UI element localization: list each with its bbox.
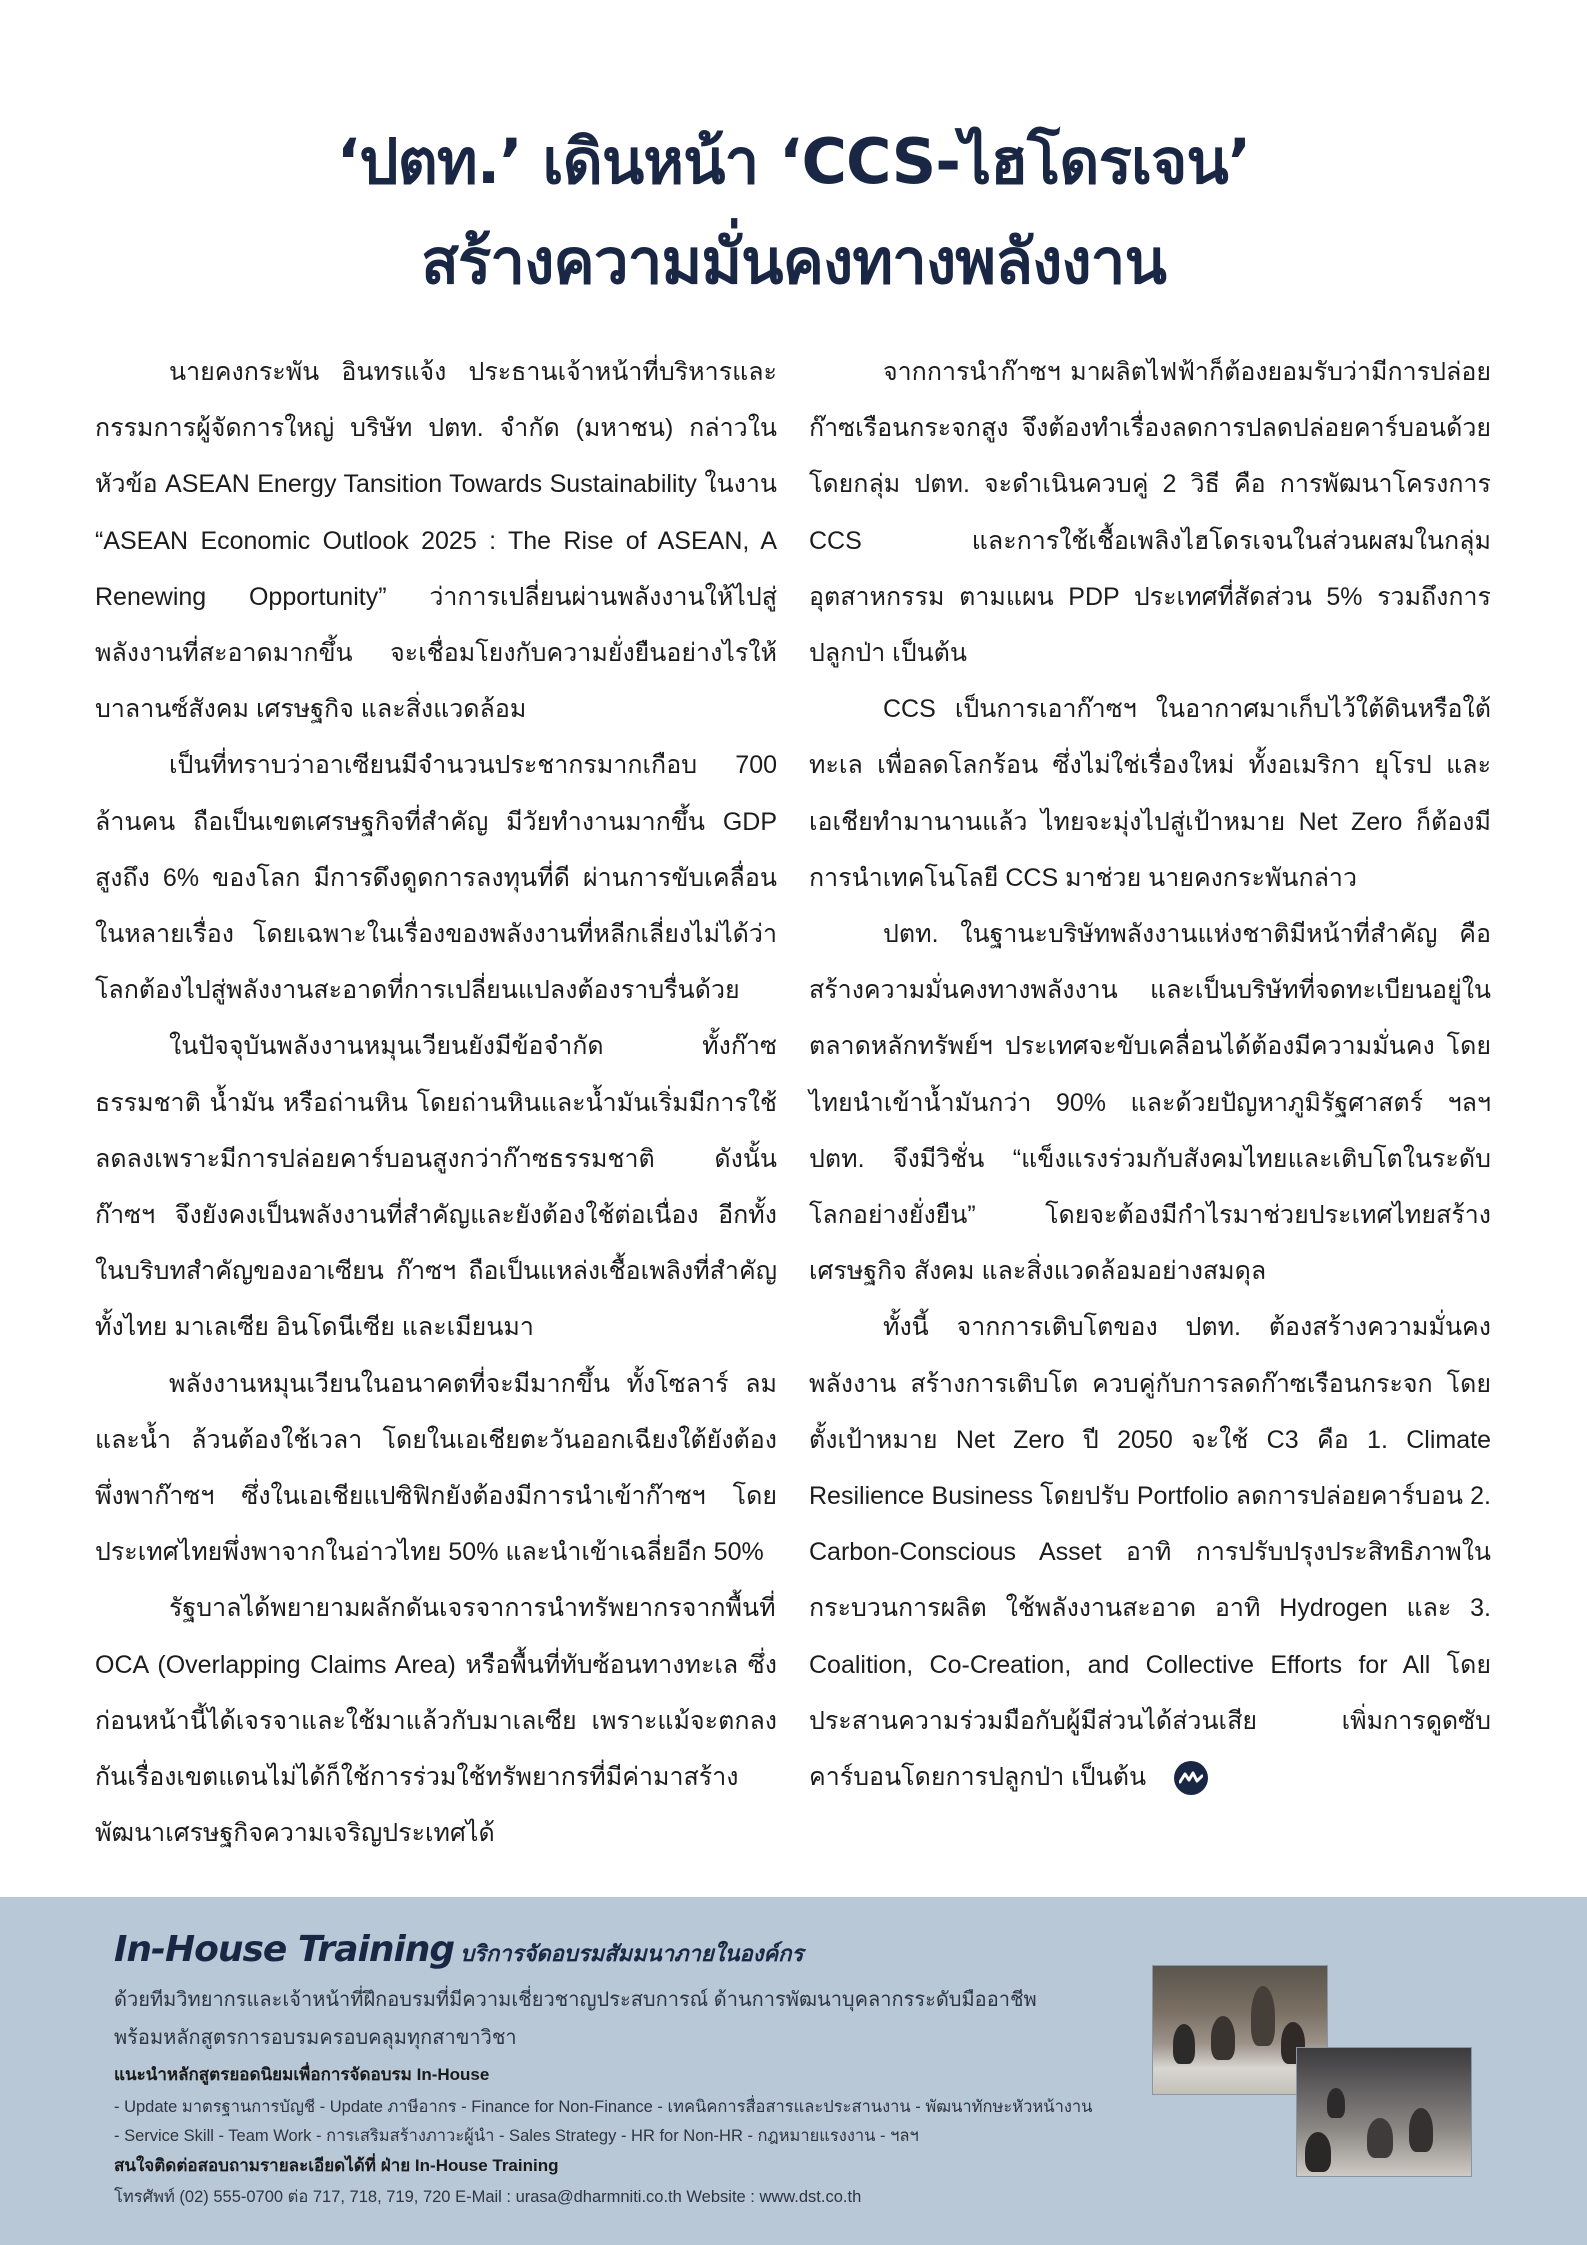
banner-courses-line-2: - Service Skill - Team Work - การเสริมสร้างภาวะผู้นำ - Sales Strategy - HR for Non-HR - กฎหมายแรงงาน - ฯลฯ (114, 2127, 919, 2145)
article-paragraph: จากการนำก๊าซฯ มาผลิตไฟฟ้าก็ต้องยอมรับว่ามีการปล่อยก๊าซเรือนกระจกสูง จึงต้องทำเรื่องลดการปลดปล่อยคาร์บอนด้วย โดยกลุ่ม ปตท. จะดำเนินควบคู่ 2 วิธี คือ การพัฒนาโครงการ CCS และการใช้เชื้อเพลิงไฮโดรเจนในส่วนผสมในกลุ่มอุตสาหกรรม ตามแผน PDP ประเทศที่สัดส่วน 5% รวมถึงการปลูกป่า เป็นต้น (809, 358, 1491, 668)
article-paragraph: ในปัจจุบันพลังงานหมุนเวียนยังมีข้อจำกัด ทั้งก๊าซธรรมชาติ น้ำมัน หรือถ่านหิน โดยถ่านหินและน้ำมันเริ่มมีการใช้ลดลงเพราะมีการปล่อยคาร์บอนสูงกว่าก๊าซธรรมชาติ ดังนั้นก๊าซฯ จึงยังคงเป็นพลังงานที่สำคัญและยังต้องใช้ต่อเนื่อง อีกทั้งในบริบทสำคัญของอาเซียน ก๊าซฯ ถือเป็นแหล่งเชื้อเพลิงที่สำคัญทั้งไทย มาเลเซีย อินโดนีเซีย และเมียนมา (95, 1032, 777, 1342)
article-paragraph (809, 1299, 1491, 1805)
banner-title (114, 1929, 803, 1971)
banner-courses-line-1: - Update มาตรฐานการบัญชี - Update ภาษีอากร - Finance for Non-Finance - เทคนิคการสื่อสารและประสานงาน - พัฒนาทักษะหัวหน้างาน (114, 2098, 1093, 2116)
article-paragraph: CCS เป็นการเอาก๊าซฯ ในอากาศมาเก็บไว้ใต้ดินหรือใต้ทะเล เพื่อลดโลกร้อน ซึ่งไม่ใช่เรื่องใหม่ ทั้งอเมริกา ยุโรป และเอเชียทำมานานแล้ว ไทยจะมุ่งไปสู่เป้าหมาย Net Zero ก็ต้องมีการนำเทคโนโลยี CCS มาช่วย นายคงกระพันกล่าว (809, 695, 1491, 892)
banner-courses-heading: แนะนำหลักสูตรยอดนิยมเพื่อการจัดอบรม In-House (114, 2065, 490, 2084)
banner-contact-details: โทรศัพท์ (02) 555-0700 ต่อ 717, 718, 719, 720 E-Mail : urasa@dharmniti.co.th Website : www.dst.co.th (114, 2188, 862, 2206)
article-paragraph: ปตท. ในฐานะบริษัทพลังงานแห่งชาติมีหน้าที่สำคัญ คือ สร้างความมั่นคงทางพลังงาน และเป็นบริษัทที่จดทะเบียนอยู่ในตลาดหลักทรัพย์ฯ ประเทศจะขับเคลื่อนได้ต้องมีความมั่นคง โดยไทยนำเข้าน้ำมันกว่า 90% และด้วยปัญหาภูมิรัฐศาสตร์ ฯลฯ ปตท. จึงมีวิชั่น “แข็งแรงร่วมกับสังคมไทยและเติบโตในระดับโลกอย่างยั่งยืน” โดยจะต้องมีกำไรมาช่วยประเทศไทยสร้างเศรษฐกิจ สังคม และสิ่งแวดล้อมอย่างสมดุล (809, 920, 1491, 1286)
publication-logo-icon (1174, 1761, 1208, 1795)
article-paragraph: นายคงกระพัน อินทรแจ้ง ประธานเจ้าหน้าที่บริหารและกรรมการผู้จัดการใหญ่ บริษัท ปตท. จำกัด (มหาชน) กล่าวในหัวข้อ ASEAN Energy Tansition Towards Sustainability ในงาน “ASEAN Economic Outlook 2025 : The Rise of ASEAN, A Renewing Opportunity” ว่าการเปลี่ยนผ่านพลังงานให้ไปสู่พลังงานที่สะอาดมากขึ้น จะเชื่อมโยงกับความยั่งยืนอย่างไรให้บาลานซ์สังคม เศรษฐกิจ และสิ่งแวดล้อม (95, 358, 777, 724)
seminar-photo-icon (1296, 2047, 1472, 2177)
article-paragraph: เป็นที่ทราบว่าอาเซียนมีจำนวนประชากรมากเกือบ 700 ล้านคน ถือเป็นเขตเศรษฐกิจที่สำคัญ มีวัยทำงานมากขึ้น GDP สูงถึง 6% ของโลก มีการดึงดูดการลงทุนที่ดี ผ่านการขับเคลื่อนในหลายเรื่อง โดยเฉพาะในเรื่องของพลังงานที่หลีกเลี่ยงไม่ได้ว่าโลกต้องไปสู่พลังงานสะอาดที่การเปลี่ยนแปลงต้องราบรื่นด้วย (95, 751, 777, 1005)
article-left-column (95, 344, 777, 1861)
article-paragraph: พลังงานหมุนเวียนในอนาคตที่จะมีมากขึ้น ทั้งโซลาร์ ลม และน้ำ ล้วนต้องใช้เวลา โดยในเอเชียตะวันออกเฉียงใต้ยังต้องพึ่งพาก๊าซฯ ซึ่งในเอเชียแปซิฟิกยังต้องมีการนำเข้าก๊าซฯ โดยประเทศไทยพึ่งพาจากในอ่าวไทย 50% และนำเข้าเฉลี่ยอีก 50% (95, 1369, 777, 1567)
headline (0, 112, 1587, 312)
banner-description-line-2: พร้อมหลักสูตรการอบรมครอบคลุมทุกสาขาวิชา (114, 2027, 517, 2049)
headline-line-1: ‘ปตท.’ เดินหน้า ‘CCS-ไฮโดรเจน’ (336, 125, 1251, 198)
banner-title-main: In-House Training (114, 1929, 455, 1970)
banner-description-line-1: ด้วยทีมวิทยากรและเจ้าหน้าที่ฝึกอบรมที่มีความเชี่ยวชาญประสบการณ์ ด้านการพัฒนาบุคลากรระดับมืออาชีพ (114, 1989, 1037, 2011)
headline-line-2: สร้างความมั่นคงทางพลังงาน (421, 225, 1166, 298)
article-paragraph-text: ทั้งนี้ จากการเติบโตของ ปตท. ต้องสร้างความมั่นคงพลังงาน สร้างการเติบโต ควบคู่กับการลดก๊าซเรือนกระจก โดยตั้งเป้าหมาย Net Zero ปี 2050 จะใช้ C3 คือ 1. Climate Resilience Business โดยปรับ Portfolio ลดการปล่อยคาร์บอน 2. Carbon-Conscious Asset อาทิ การปรับปรุงประสิทธิภาพในกระบวนการผลิต ใช้พลังงานสะอาด อาทิ Hydrogen และ 3. Coalition, Co-Creation, and Collective Efforts for All โดยประสานความร่วมมือกับผู้มีส่วนได้ส่วนเสีย เพิ่มการดูดซับคาร์บอนโดยการปลูกป่า เป็นต้น (809, 1313, 1491, 1792)
banner-title-sub: บริการจัดอบรมสัมมนาภายในองค์กร (460, 1942, 804, 1967)
banner-contact-heading: สนใจติดต่อสอบถามรายละเอียดได้ที่ ฝ่าย In-House Training (114, 2156, 559, 2175)
article-paragraph: รัฐบาลได้พยายามผลักดันเจรจาการนำทรัพยากรจากพื้นที่ OCA (Overlapping Claims Area) หรือพื้นที่ทับซ้อนทางทะเล ซึ่งก่อนหน้านี้ได้เจรจาและใช้มาแล้วกับมาเลเซีย เพราะแม้จะตกลงกันเรื่องเขตแดนไม่ได้ก็ใช้การร่วมใช้ทรัพยากรที่มีค่ามาสร้างพัฒนาเศรษฐกิจความเจริญประเทศได้ (95, 1594, 777, 1848)
in-house-training-banner (0, 1897, 1587, 2245)
article-right-column (809, 344, 1491, 1805)
